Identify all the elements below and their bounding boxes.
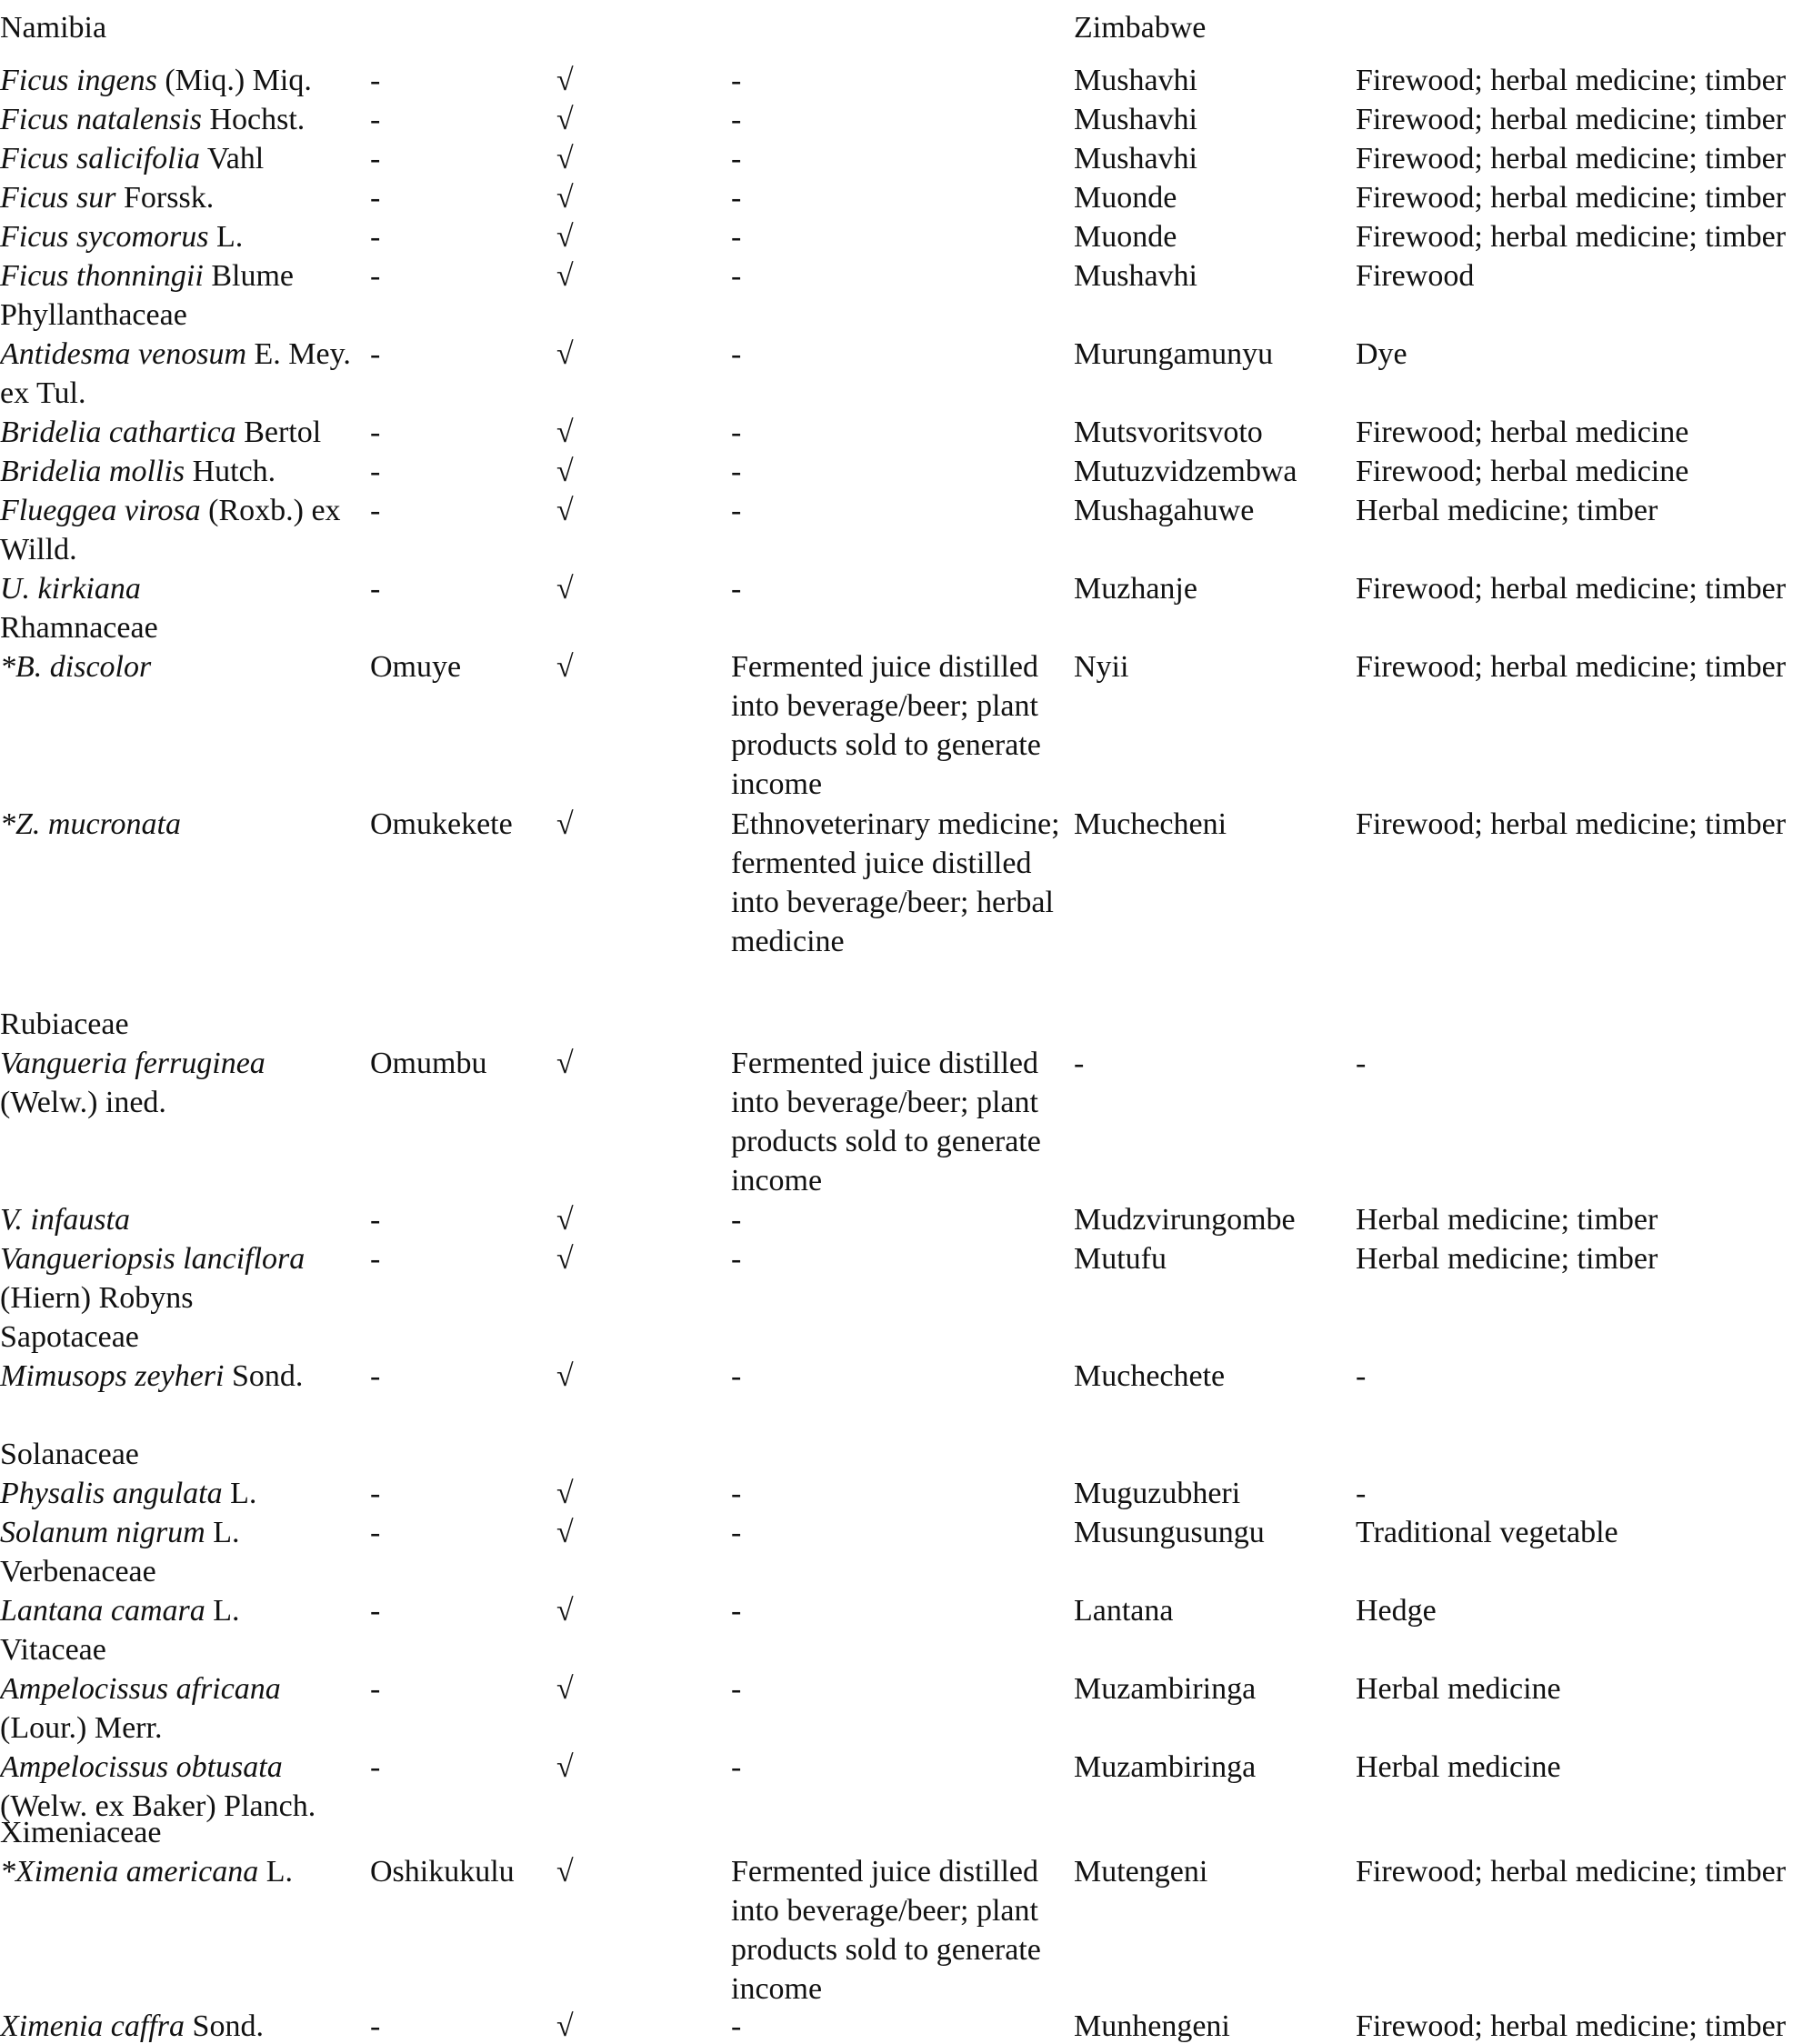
zimbabwe-local-name: Munhengeni [1074,2009,1230,2043]
species-cell [0,61,364,100]
species-name: Ampelocissus africana [0,1672,281,1706]
species-authority: Forssk. [115,181,215,215]
species-name: *Z. mucronata [0,807,181,841]
species-authority: Vahl [200,142,265,175]
species-authority: L. [205,1516,240,1549]
namibia-local-name: - [370,1594,381,1628]
zimbabwe-local-name: Muchechete [1074,1359,1226,1393]
namibia-uses: - [731,1359,742,1393]
species-authority: Sond. [224,1359,304,1393]
presence-check: √ [556,1203,574,1237]
species-name: Vangueria ferruginea [0,1047,265,1080]
species-cell [0,100,364,139]
namibia-local-name: - [370,259,381,293]
presence-check: √ [556,1359,574,1393]
species-authority: Bertol [235,416,322,449]
zimbabwe-uses: Firewood; herbal medicine; timber [1356,2009,1787,2043]
zimbabwe-uses: - [1356,1477,1367,1510]
species-authority: (Welw.) ined. [0,1086,166,1119]
header-zimbabwe: Zimbabwe [1074,11,1207,45]
species-name: Bridelia mollis [0,455,185,488]
zimbabwe-local-name: Muzambiringa [1074,1672,1257,1706]
species-cell [0,1852,364,1891]
namibia-uses: - [731,1594,742,1628]
species-name: Ficus thonningii [0,259,204,293]
family-heading: Phyllanthaceae [0,298,187,332]
zimbabwe-uses: Firewood; herbal medicine; timber [1356,572,1787,606]
namibia-local-name: Oshikukulu [370,1855,515,1889]
species-cell [0,2007,364,2044]
zimbabwe-local-name: Nyii [1074,650,1129,684]
namibia-uses: Fermented juice distilled into beverage/beer; plant products sold to generate income [731,1855,1041,2006]
zimbabwe-uses: - [1356,1047,1367,1080]
species-name: Ficus sycomorus [0,220,209,254]
family-heading: Rubiaceae [0,1007,129,1041]
namibia-local-name: - [370,142,381,175]
namibia-uses: - [731,1242,742,1276]
species-name: *Ximenia americana [0,1855,259,1889]
species-name: Physalis angulata [0,1477,223,1510]
namibia-uses: - [731,2009,742,2043]
zimbabwe-local-name: Murungamunyu [1074,337,1274,371]
zimbabwe-local-name: Muonde [1074,181,1177,215]
species-authority: E. Mey. ex Tul. [0,337,351,410]
zimbabwe-local-name: Mushavhi [1074,103,1197,136]
species-authority: (Hiern) Robyns [0,1281,194,1315]
species-authority: L. [208,220,244,254]
namibia-uses: - [731,220,742,254]
zimbabwe-local-name: Mushavhi [1074,64,1197,97]
namibia-local-name: - [370,103,381,136]
presence-check: √ [556,1516,574,1549]
zimbabwe-local-name: Muguzubheri [1074,1477,1241,1510]
species-name: Ampelocissus obtusata [0,1750,283,1784]
species-cell [0,1044,364,1122]
namibia-uses: - [731,1203,742,1237]
presence-check: √ [556,1750,574,1784]
zimbabwe-local-name: Mutengeni [1074,1855,1208,1889]
species-name: Ficus sur [0,181,116,215]
presence-check: √ [556,181,574,215]
presence-check: √ [556,1672,574,1706]
species-authority: L. [222,1477,257,1510]
species-cell [0,335,364,413]
zimbabwe-uses: Firewood; herbal medicine [1356,455,1689,488]
zimbabwe-local-name: Mutufu [1074,1242,1167,1276]
presence-check: √ [556,494,574,527]
presence-check: √ [556,572,574,606]
species-authority: (Roxb.) ex Willd. [0,494,341,566]
family-heading: Ximeniaceae [0,1816,162,1849]
zimbabwe-local-name: Muzambiringa [1074,1750,1257,1784]
namibia-local-name: - [370,1359,381,1393]
species-name: Ficus natalensis [0,103,202,136]
zimbabwe-local-name: Muzhanje [1074,572,1197,606]
namibia-uses: - [731,416,742,449]
zimbabwe-uses: Herbal medicine; timber [1356,1242,1658,1276]
species-cell [0,1239,364,1318]
namibia-uses: - [731,1477,742,1510]
presence-check: √ [556,1594,574,1628]
zimbabwe-uses: Traditional vegetable [1356,1516,1618,1549]
namibia-local-name: - [370,1242,381,1276]
species-name: Ficus salicifolia [0,142,201,175]
namibia-uses: - [731,572,742,606]
species-cell [0,1357,364,1396]
species-authority: (Lour.) Merr. [0,1711,163,1745]
zimbabwe-uses: Herbal medicine; timber [1356,494,1658,527]
namibia-local-name: - [370,572,381,606]
species-cell [0,1591,364,1630]
namibia-local-name: - [370,2009,381,2043]
species-authority: L. [205,1594,240,1628]
presence-check: √ [556,1855,574,1889]
species-cell [0,491,364,569]
namibia-local-name: - [370,416,381,449]
zimbabwe-uses: Hedge [1356,1594,1437,1628]
species-name: Antidesma venosum [0,337,247,371]
species-authority: Sond. [185,2009,264,2043]
namibia-uses: - [731,259,742,293]
namibia-uses: - [731,103,742,136]
presence-check: √ [556,1242,574,1276]
species-cell [0,805,364,844]
species-cell [0,178,364,217]
zimbabwe-uses: Firewood; herbal medicine; timber [1356,103,1787,136]
zimbabwe-local-name: - [1074,1047,1085,1080]
zimbabwe-local-name: Mushagahuwe [1074,494,1255,527]
species-name: Lantana camara [0,1594,205,1628]
namibia-uses: Fermented juice distilled into beverage/beer; plant products sold to generate income [731,1047,1041,1197]
species-cell [0,256,364,296]
namibia-uses: - [731,337,742,371]
presence-check: √ [556,416,574,449]
family-heading: Solanaceae [0,1438,139,1471]
species-cell [0,413,364,452]
zimbabwe-uses: Firewood [1356,259,1475,293]
namibia-local-name: Omuye [370,650,462,684]
species-name: U. kirkiana [0,572,141,606]
presence-check: √ [556,807,574,841]
family-heading: Vitaceae [0,1633,106,1667]
namibia-local-name: - [370,1203,381,1237]
species-cell [0,1200,364,1239]
species-name: Vanguerіopsis lanciflora [0,1242,306,1276]
species-name: V. infausta [0,1203,130,1237]
namibia-uses: - [731,494,742,527]
species-authority: Blume [203,259,294,293]
namibia-uses: Ethnoveterinary medicine; fermented juice distilled into beverage/beer; herbal medicine [731,807,1060,958]
namibia-local-name: Omukekete [370,807,513,841]
presence-check: √ [556,455,574,488]
zimbabwe-local-name: Muonde [1074,220,1177,254]
family-heading: Sapotaceae [0,1320,139,1354]
namibia-local-name: - [370,64,381,97]
namibia-local-name: - [370,1750,381,1784]
namibia-local-name: - [370,220,381,254]
species-cell [0,452,364,491]
namibia-uses: - [731,1672,742,1706]
zimbabwe-local-name: Mushavhi [1074,259,1197,293]
namibia-local-name: Omumbu [370,1047,487,1080]
species-cell [0,1513,364,1552]
zimbabwe-uses: - [1356,1359,1367,1393]
zimbabwe-uses: Dye [1356,337,1407,371]
species-cell [0,1474,364,1513]
namibia-local-name: - [370,1516,381,1549]
namibia-uses: - [731,455,742,488]
species-name: Flueggea virosa [0,494,201,527]
namibia-uses: - [731,1750,742,1784]
species-name: Bridelia cathartica [0,416,236,449]
presence-check: √ [556,1477,574,1510]
presence-check: √ [556,103,574,136]
species-name: Mimusops zeyheri [0,1359,225,1393]
namibia-local-name: - [370,181,381,215]
species-name: Solanum nigrum [0,1516,205,1549]
presence-check: √ [556,142,574,175]
zimbabwe-uses: Firewood; herbal medicine; timber [1356,650,1787,684]
namibia-local-name: - [370,337,381,371]
family-heading: Rhamnaceae [0,611,158,645]
namibia-uses: - [731,64,742,97]
zimbabwe-uses: Firewood; herbal medicine; timber [1356,1855,1787,1889]
species-cell [0,217,364,256]
presence-check: √ [556,337,574,371]
presence-check: √ [556,220,574,254]
species-authority: Hochst. [201,103,306,136]
presence-check: √ [556,1047,574,1080]
namibia-local-name: - [370,1672,381,1706]
namibia-uses: - [731,1516,742,1549]
namibia-local-name: - [370,455,381,488]
zimbabwe-uses: Firewood; herbal medicine [1356,416,1689,449]
namibia-local-name: - [370,1477,381,1510]
namibia-local-name: - [370,494,381,527]
zimbabwe-local-name: Mushavhi [1074,142,1197,175]
presence-check: √ [556,259,574,293]
zimbabwe-uses: Firewood; herbal medicine; timber [1356,181,1787,215]
zimbabwe-local-name: Muchecheni [1074,807,1227,841]
zimbabwe-uses: Herbal medicine [1356,1672,1561,1706]
zimbabwe-local-name: Lantana [1074,1594,1174,1628]
species-cell [0,1669,364,1748]
zimbabwe-local-name: Musungusungu [1074,1516,1265,1549]
species-authority: (Miq.) Miq. [156,64,312,97]
namibia-uses: - [731,181,742,215]
species-name: *B. discolor [0,650,152,684]
zimbabwe-uses: Firewood; herbal medicine; timber [1356,142,1787,175]
header-namibia: Namibia [0,11,107,45]
zimbabwe-uses: Herbal medicine [1356,1750,1561,1784]
zimbabwe-local-name: Mutsvoritsvoto [1074,416,1263,449]
species-cell [0,569,364,608]
zimbabwe-uses: Firewood; herbal medicine; timber [1356,64,1787,97]
species-name: Ficus ingens [0,64,157,97]
namibia-uses: Fermented juice distilled into beverage/beer; plant products sold to generate income [731,650,1041,801]
presence-check: √ [556,2009,574,2043]
species-name: Ximenia caffra [0,2009,185,2043]
zimbabwe-uses: Firewood; herbal medicine; timber [1356,220,1787,254]
zimbabwe-uses: Herbal medicine; timber [1356,1203,1658,1237]
presence-check: √ [556,64,574,97]
namibia-uses: - [731,142,742,175]
zimbabwe-local-name: Mutuzvidzembwa [1074,455,1297,488]
species-cell [0,139,364,178]
species-cell [0,647,364,686]
species-authority: (Welw. ex Baker) Planch. [0,1789,316,1823]
species-authority: Hutch. [185,455,276,488]
zimbabwe-uses: Firewood; herbal medicine; timber [1356,807,1787,841]
family-heading: Verbenaceae [0,1555,156,1588]
presence-check: √ [556,650,574,684]
zimbabwe-local-name: Mudzvirungombe [1074,1203,1296,1237]
species-authority: L. [258,1855,293,1889]
